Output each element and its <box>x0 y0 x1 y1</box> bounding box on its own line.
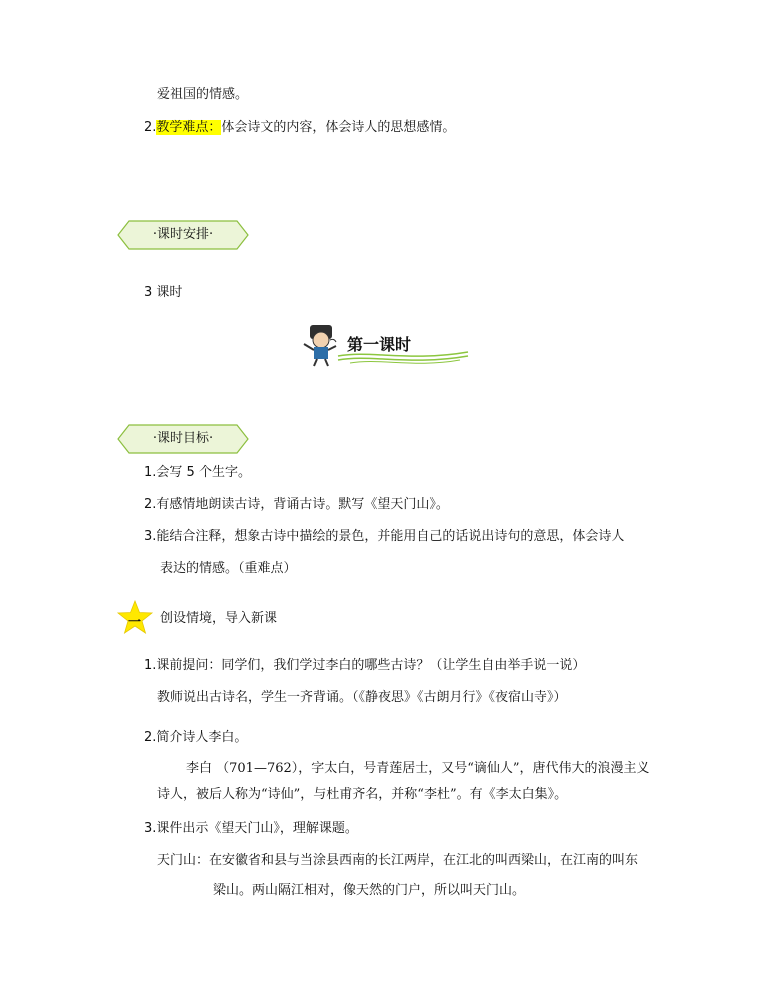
goal-tail-text: 爱祖国的情感。 <box>157 87 249 102</box>
difficulty-number: 2. <box>144 120 157 135</box>
question-1: 1.课前提问：同学们，我们学过李白的哪些古诗？（让学生自由举手说一说） <box>144 658 586 673</box>
objectives-tag <box>117 424 249 454</box>
mascot-icon <box>304 325 336 366</box>
question-1-follow: 教师说出古诗名，学生一齐背诵。（《静夜思》《古朗月行》《夜宿山寺》） <box>157 690 567 705</box>
term-label: 天门山： <box>157 853 210 868</box>
question-3: 3.课件出示《望天门山》，理解课题。 <box>144 821 358 836</box>
objective-item: 3.能结合注释，想象古诗中描绘的景色，并能用自己的话说出诗句的意思，体会诗人 <box>144 529 625 544</box>
schedule-tag-label: ·课时安排· <box>152 227 214 242</box>
question-2: 2.简介诗人李白。 <box>144 730 248 745</box>
difficulty-text: 体会诗文的内容，体会诗人的思想感情。 <box>221 120 456 135</box>
bio-line-2: 诗人，被后人称为“诗仙”，与杜甫齐名，并称“李杜”。有《李太白集》。 <box>157 787 568 802</box>
objective-item: 1.会写 5 个生字。 <box>144 465 251 480</box>
step-title: 创设情境，导入新课 <box>160 611 278 626</box>
objectives-tag-label: ·课时目标· <box>152 431 214 446</box>
lesson-title: 第一课时 <box>347 335 412 354</box>
term-text-1: 在安徽省和县与当涂县西南的长江两岸，在江北的叫西梁山，在江南的叫东 <box>209 853 639 868</box>
difficulty-line <box>144 119 455 137</box>
step-badge: 一 <box>128 615 142 630</box>
difficulty-label: 教学难点： <box>156 120 222 135</box>
schedule-value: 3 课时 <box>144 285 183 300</box>
objective-item: 表达的情感。（重难点） <box>160 561 297 576</box>
objective-item: 2.有感情地朗读古诗，背诵古诗。默写《望天门山》。 <box>144 497 449 512</box>
bio-line-1: 李白 （701—762），字太白，号青莲居士，又号“谪仙人”，唐代伟大的浪漫主义 <box>186 761 650 776</box>
schedule-tag <box>117 220 249 250</box>
term-line-1 <box>157 852 638 870</box>
term-line-2: 梁山。两山隔江相对，像天然的门户，所以叫天门山。 <box>213 883 526 898</box>
